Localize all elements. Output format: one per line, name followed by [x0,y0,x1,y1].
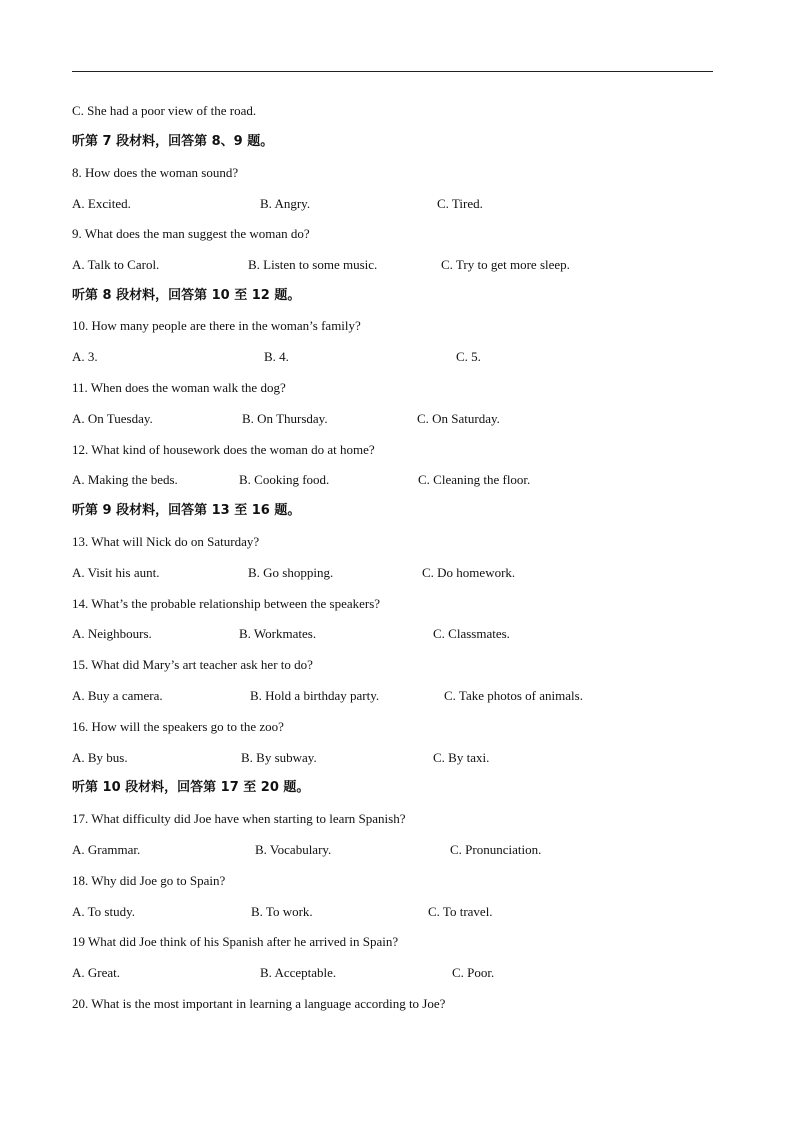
options-12 [72,472,794,488]
option-b: B. On Thursday. [242,411,328,426]
option-b: B. Listen to some music. [248,257,378,272]
option-b: B. To work. [251,904,313,919]
question-14: 14. What’s the probable relationship between the speakers? [72,596,381,611]
section-heading: 听第 10 段材料，回答第 17 至 20 题。 [72,780,310,795]
question-17: 17. What difficulty did Joe have when starting to learn Spanish? [72,811,406,826]
option-b: B. Acceptable. [260,965,337,980]
question-9: 9. What does the man suggest the woman do? [72,226,310,241]
question-20: 20. What is the most important in learning a language according to Joe? [72,996,446,1011]
section-heading: 听第 9 段材料，回答第 13 至 16 题。 [72,503,301,518]
question-8: 8. How does the woman sound? [72,165,239,180]
header-rule [72,71,713,72]
options-13 [72,565,794,581]
option-c: C. 5. [456,349,481,364]
options-18 [72,904,794,920]
option-c: C. Take photos of animals. [444,688,583,703]
option-b: B. Hold a birthday party. [250,688,380,703]
option-b: B. Angry. [260,196,311,211]
option-c: C. Tired. [437,196,483,211]
section-heading: 听第 8 段材料，回答第 10 至 12 题。 [72,288,301,303]
question-15: 15. What did Mary’s art teacher ask her to do? [72,657,313,672]
options-19 [72,965,794,981]
question-10: 10. How many people are there in the woman’s family? [72,318,361,333]
option-b: B. Cooking food. [239,472,330,487]
question-16: 16. How will the speakers go to the zoo? [72,719,284,734]
option-c: C. Do homework. [422,565,516,580]
question-19: 19 What did Joe think of his Spanish after he arrived in Spain? [72,934,399,949]
option-c: C. Try to get more sleep. [441,257,570,272]
options-14 [72,626,794,642]
option-a: A. 3. [72,349,98,364]
option-c: C. Pronunciation. [450,842,542,857]
option-a: A. Making the beds. [72,472,178,487]
option-c: C. Poor. [452,965,495,980]
question-11: 11. When does the woman walk the dog? [72,380,286,395]
option-a: A. Visit his aunt. [72,565,160,580]
question-12: 12. What kind of housework does the woman do at home? [72,442,375,457]
option-c: C. Classmates. [433,626,510,641]
option-a: A. On Tuesday. [72,411,153,426]
option-a: A. Buy a camera. [72,688,163,703]
options-17 [72,842,794,858]
option-a: A. Grammar. [72,842,141,857]
options-15 [72,688,794,704]
options-11 [72,411,794,427]
options-10 [72,349,794,365]
section-heading: 听第 7 段材料，回答第 8、9 题。 [72,134,274,149]
option-line: C. She had a poor view of the road. [72,103,257,118]
option-a: A. Excited. [72,196,131,211]
option-a: A. To study. [72,904,136,919]
option-c: C. By taxi. [433,750,490,765]
option-b: B. Go shopping. [248,565,334,580]
question-18: 18. Why did Joe go to Spain? [72,873,226,888]
option-c: C. To travel. [428,904,493,919]
option-b: B. Vocabulary. [255,842,332,857]
option-a: A. Neighbours. [72,626,152,641]
options-9 [72,257,794,273]
options-8 [72,196,794,212]
option-b: B. Workmates. [239,626,317,641]
options-16 [72,750,794,766]
option-a: A. By bus. [72,750,128,765]
option-b: B. By subway. [241,750,317,765]
question-13: 13. What will Nick do on Saturday? [72,534,260,549]
option-a: A. Talk to Carol. [72,257,160,272]
option-c: C. On Saturday. [417,411,500,426]
option-a: A. Great. [72,965,121,980]
option-b: B. 4. [264,349,289,364]
option-c: C. Cleaning the floor. [418,472,531,487]
